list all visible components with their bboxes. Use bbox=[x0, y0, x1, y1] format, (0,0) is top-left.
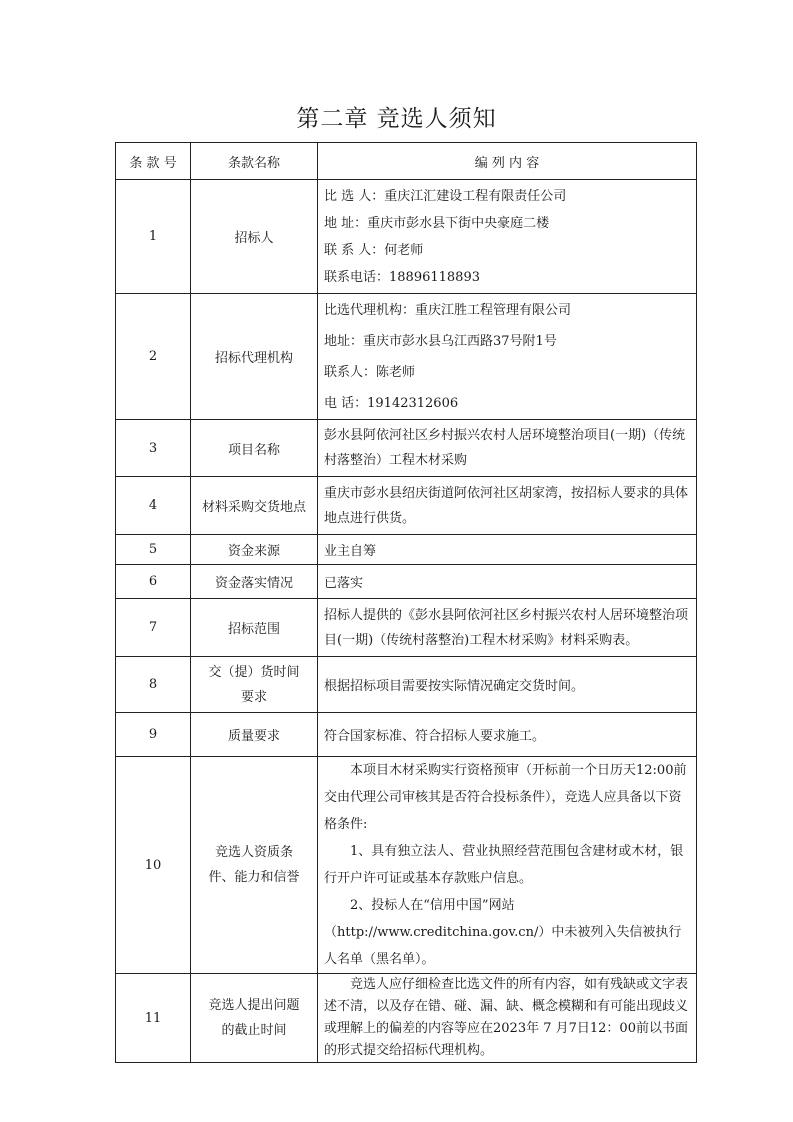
table-header-row bbox=[116, 143, 697, 180]
clause-number: 2 bbox=[116, 294, 191, 420]
clause-content bbox=[318, 294, 697, 420]
table-row bbox=[116, 657, 697, 713]
tenderer-name: 比 选 人：重庆江汇建设工程有限责任公司 bbox=[324, 188, 567, 204]
clause-name: 项目名称 bbox=[191, 420, 318, 477]
agency-address: 地址：重庆市彭水县乌江西路37号附1号 bbox=[324, 333, 557, 349]
table-row bbox=[116, 974, 697, 1063]
clause-number: 9 bbox=[116, 713, 191, 757]
clause-number: 6 bbox=[116, 565, 191, 599]
table-row bbox=[116, 294, 697, 420]
agency-contact: 联系人：陈老师 bbox=[324, 364, 416, 380]
table-row bbox=[116, 757, 697, 974]
clause-content: 竞选人应仔细检查比选文件的所有内容，如有残缺或文字表述不清，以及存在错、碰、漏、缺、概念模糊和有可能出现歧义或理解上的偏差的内容等应在2023年 7 月7日12：00前以书面的形式提交给招标代理机构。 bbox=[318, 974, 697, 1063]
table-row bbox=[116, 477, 697, 535]
qualification-intro: 本项目木材采购实行资格预审（开标前一个日历天12:00前交由代理公司审核其是否符合投标条件），竞选人应具备以下资格条件: bbox=[324, 763, 687, 832]
clause-name: 竞选人资质条件、能力和信誉 bbox=[191, 757, 318, 974]
page-title: 第二章 竞选人须知 bbox=[296, 106, 497, 132]
table-row bbox=[116, 535, 697, 565]
clause-content: 符合国家标准、符合招标人要求施工。 bbox=[318, 713, 697, 757]
clause-content: 已落实 bbox=[318, 565, 697, 599]
table-row bbox=[116, 565, 697, 599]
table-row bbox=[116, 180, 697, 294]
clause-name: 材料采购交货地点 bbox=[191, 477, 318, 535]
header-clause-name: 条款名称 bbox=[191, 143, 318, 180]
clause-number: 3 bbox=[116, 420, 191, 477]
clause-number: 8 bbox=[116, 657, 191, 713]
clause-number: 10 bbox=[116, 757, 191, 974]
clause-number: 5 bbox=[116, 535, 191, 565]
qualification-item-1: 1、具有独立法人、营业执照经营范围包含建材或木材，银行开户许可证或基本存款账户信息。 bbox=[324, 844, 684, 886]
bidder-instructions-table bbox=[115, 142, 697, 1063]
agency-name: 比选代理机构：重庆江胜工程管理有限公司 bbox=[324, 302, 572, 318]
clause-name: 招标范围 bbox=[191, 599, 318, 657]
table-row bbox=[116, 713, 697, 757]
header-clause-no: 条 款 号 bbox=[116, 143, 191, 180]
clause-content: 业主自筹 bbox=[318, 535, 697, 565]
clause-content: 彭水县阿依河社区乡村振兴农村人居环境整治项目(一期)（传统村落整治）工程木材采购 bbox=[318, 420, 697, 477]
clause-name: 竞选人提出问题的截止时间 bbox=[191, 974, 318, 1063]
tenderer-address: 地 址：重庆市彭水县下街中央豪庭二楼 bbox=[324, 215, 550, 231]
clause-content: 重庆市彭水县绍庆街道阿依河社区胡家湾，按招标人要求的具体地点进行供货。 bbox=[318, 477, 697, 535]
agency-phone: 电 话：19142312606 bbox=[324, 395, 459, 411]
clause-content: 根据招标项目需要按实际情况确定交货时间。 bbox=[318, 657, 697, 713]
clause-content bbox=[318, 757, 697, 974]
clause-name: 招标人 bbox=[191, 180, 318, 294]
qualification-item-2: 2、投标人在“信用中国”网站（http://www.creditchina.gov.cn/）中未被列入失信被执行人名单（黑名单）。 bbox=[324, 898, 682, 967]
clause-name: 质量要求 bbox=[191, 713, 318, 757]
clause-name: 交（提）货时间要求 bbox=[191, 657, 318, 713]
clause-content bbox=[318, 180, 697, 294]
clause-content: 招标人提供的《彭水县阿依河社区乡村振兴农村人居环境整治项目(一期)（传统村落整治)工程木材采购》材料采购表。 bbox=[318, 599, 697, 657]
header-content: 编 列 内 容 bbox=[318, 143, 697, 180]
clause-number: 11 bbox=[116, 974, 191, 1063]
tenderer-phone: 联系电话：18896118893 bbox=[324, 269, 480, 285]
clause-number: 1 bbox=[116, 180, 191, 294]
clause-name: 资金来源 bbox=[191, 535, 318, 565]
clause-number: 4 bbox=[116, 477, 191, 535]
clause-name: 资金落实情况 bbox=[191, 565, 318, 599]
table-row bbox=[116, 599, 697, 657]
clause-number: 7 bbox=[116, 599, 191, 657]
tenderer-contact: 联 系 人：何老师 bbox=[324, 242, 424, 258]
table-row bbox=[116, 420, 697, 477]
clause-name: 招标代理机构 bbox=[191, 294, 318, 420]
